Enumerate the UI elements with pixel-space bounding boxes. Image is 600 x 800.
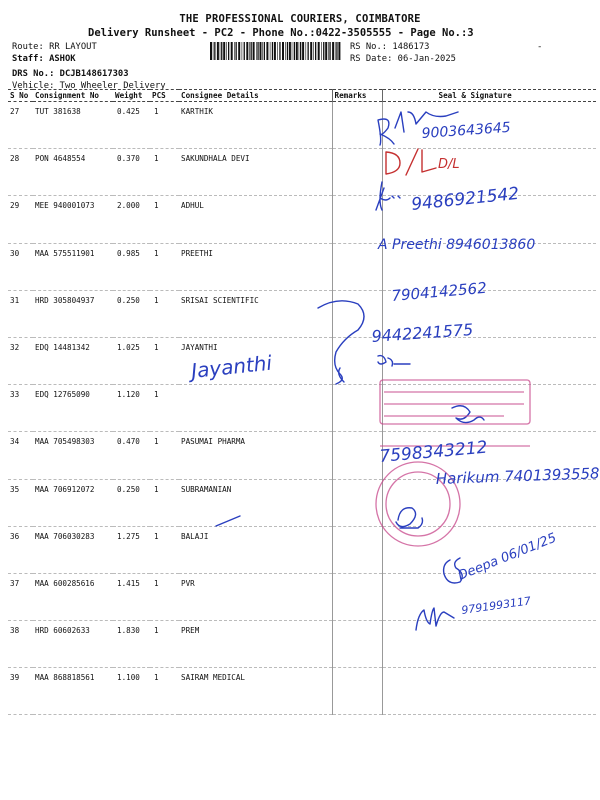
cell-consignment: HRD 60602633: [33, 621, 113, 668]
cell-weight: 0.250: [113, 290, 150, 337]
cell-sno: 29: [8, 196, 33, 243]
cell-pcs: 1: [150, 621, 179, 668]
cell-seal: [382, 573, 596, 620]
cell-seal: [382, 243, 596, 290]
table-row: [8, 196, 596, 243]
cell-seal: [382, 621, 596, 668]
cell-consignment: MAA 868818561: [33, 668, 113, 715]
cell-remarks: [332, 526, 382, 573]
cell-seal: [382, 479, 596, 526]
cell-remarks: [332, 102, 382, 149]
table-row: [8, 337, 596, 384]
staff-label: Staff: ASHOK: [12, 54, 76, 64]
cell-sno: 37: [8, 573, 33, 620]
table-row: [8, 290, 596, 337]
cell-seal: [382, 432, 596, 479]
header-right-block: [350, 41, 456, 65]
cell-remarks: [332, 290, 382, 337]
rs-date: RS Date: 06-Jan-2025: [350, 54, 456, 64]
route-label: Route: RR LAYOUT: [12, 42, 97, 52]
handwritten-phone-32: 9442241575: [370, 319, 474, 346]
col-consignee: Consignee Details: [179, 90, 332, 102]
cell-seal: [382, 526, 596, 573]
cell-consignment: EDQ 14481342: [33, 337, 113, 384]
handwritten-date-38: Deepa 06/01/25: [455, 530, 559, 584]
handwritten-phone-31: 7904142562: [390, 278, 488, 305]
cell-seal: [382, 337, 596, 384]
barcode-image: [210, 42, 342, 60]
handwritten-phone-27: 9003643645: [421, 119, 512, 142]
cell-consignment: MAA 706030283: [33, 526, 113, 573]
cell-pcs: 1: [150, 432, 179, 479]
cell-pcs: 1: [150, 149, 179, 196]
cell-pcs: 1: [150, 243, 179, 290]
cell-pcs: 1: [150, 337, 179, 384]
cell-pcs: 1: [150, 290, 179, 337]
table-row: [8, 102, 596, 149]
cell-consignment: MAA 705498303: [33, 432, 113, 479]
company-name: THE PROFESSIONAL COURIERS, COIMBATORE: [179, 13, 421, 25]
table-row: [8, 621, 596, 668]
cell-weight: 1.275: [113, 526, 150, 573]
cell-sno: 34: [8, 432, 33, 479]
cell-pcs: 1: [150, 196, 179, 243]
handwritten-phone-39: 9791993117: [460, 594, 532, 617]
runsheet-subtitle: Delivery Runsheet - PC2 - Phone No.:0422-3505555 - Page No.:3: [88, 27, 474, 39]
cell-remarks: [332, 479, 382, 526]
delivery-table: [8, 89, 596, 715]
col-remarks: Remarks: [332, 90, 382, 102]
handwritten-phone-29: 9486921542: [410, 183, 521, 215]
cell-remarks: [332, 385, 382, 432]
cell-consignment: MAA 706912072: [33, 479, 113, 526]
cell-weight: 0.985: [113, 243, 150, 290]
cell-weight: 0.470: [113, 432, 150, 479]
cell-weight: 1.025: [113, 337, 150, 384]
header-left-block: [12, 41, 166, 92]
cell-consignment: MEE 940001073: [33, 196, 113, 243]
cell-pcs: 1: [150, 102, 179, 149]
vehicle-label: Vehicle: Two Wheeler Delivery: [12, 81, 166, 91]
cell-sno: 31: [8, 290, 33, 337]
cell-sno: 35: [8, 479, 33, 526]
cell-consignment: MAA 575511901: [33, 243, 113, 290]
cell-consignee: SRISAI SCIENTIFIC: [179, 290, 332, 337]
cell-sno: 39: [8, 668, 33, 715]
cell-consignment: PON 4648554: [33, 149, 113, 196]
cell-consignee: KARTHIK: [179, 102, 332, 149]
cell-seal: [382, 290, 596, 337]
cell-seal: [382, 385, 596, 432]
cell-consignee: PREETHI: [179, 243, 332, 290]
cell-seal: [382, 102, 596, 149]
col-weight: Weight: [113, 90, 150, 102]
cell-remarks: [332, 337, 382, 384]
cell-seal: [382, 149, 596, 196]
cell-sno: 30: [8, 243, 33, 290]
handwritten-note-28: D/L: [438, 157, 460, 172]
cell-pcs: 1: [150, 668, 179, 715]
cell-weight: 2.000: [113, 196, 150, 243]
cell-consignee: PASUMAI PHARMA: [179, 432, 332, 479]
cell-consignee: PVR: [179, 573, 332, 620]
handwritten-name-33: Jayanthi: [190, 350, 274, 383]
cell-consignee: ADHUL: [179, 196, 332, 243]
col-seal: Seal & Signature: [382, 90, 596, 102]
table-row: [8, 479, 596, 526]
cell-consignment: HRD 305804937: [33, 290, 113, 337]
col-pcs: PCS: [150, 90, 179, 102]
cell-pcs: 1: [150, 573, 179, 620]
cell-weight: 1.830: [113, 621, 150, 668]
cell-consignee: SUBRAMANIAN: [179, 479, 332, 526]
col-consignment: Consignment No: [33, 90, 113, 102]
table-row: [8, 243, 596, 290]
cell-consignee: JAYANTHI: [179, 337, 332, 384]
cell-pcs: 1: [150, 526, 179, 573]
cell-sno: 36: [8, 526, 33, 573]
cell-remarks: [332, 196, 382, 243]
cell-weight: 0.250: [113, 479, 150, 526]
cell-weight: 1.120: [113, 385, 150, 432]
cell-pcs: 1: [150, 479, 179, 526]
cell-consignment: EDQ 12765090: [33, 385, 113, 432]
handwritten-name-phone-30: A Preethi 8946013860: [378, 237, 536, 253]
table-row: [8, 385, 596, 432]
cell-consignee: BALAJI: [179, 526, 332, 573]
cell-sno: 28: [8, 149, 33, 196]
cell-consignee: PREM: [179, 621, 332, 668]
cell-sno: 33: [8, 385, 33, 432]
corner-mark: -: [537, 42, 543, 52]
cell-consignee: [179, 385, 332, 432]
table-row: [8, 526, 596, 573]
rs-number: RS No.: 1486173: [350, 42, 430, 52]
cell-consignee: SAIRAM MEDICAL: [179, 668, 332, 715]
table-row: [8, 668, 596, 715]
cell-seal: [382, 668, 596, 715]
cell-pcs: 1: [150, 385, 179, 432]
cell-consignment: MAA 600285616: [33, 573, 113, 620]
drs-number: DRS No.: DCJB148617303: [12, 69, 129, 79]
cell-remarks: [332, 243, 382, 290]
cell-remarks: [332, 668, 382, 715]
col-sno: S No: [8, 90, 33, 102]
cell-remarks: [332, 149, 382, 196]
cell-sno: 38: [8, 621, 33, 668]
handwritten-phone-35: 7598343212: [378, 437, 489, 467]
cell-weight: 0.370: [113, 149, 150, 196]
cell-weight: 1.100: [113, 668, 150, 715]
cell-remarks: [332, 573, 382, 620]
cell-consignee: SAKUNDHALA DEVI: [179, 149, 332, 196]
cell-weight: 1.415: [113, 573, 150, 620]
cell-seal: [382, 196, 596, 243]
cell-weight: 0.425: [113, 102, 150, 149]
table-row: [8, 149, 596, 196]
table-row: [8, 573, 596, 620]
cell-consignment: TUT 381638: [33, 102, 113, 149]
table-row: [8, 432, 596, 479]
cell-sno: 27: [8, 102, 33, 149]
cell-sno: 32: [8, 337, 33, 384]
cell-remarks: [332, 432, 382, 479]
cell-remarks: [332, 621, 382, 668]
handwritten-name-phone-36: Harikum 7401393558: [435, 464, 600, 488]
table-header-row: [8, 90, 596, 102]
